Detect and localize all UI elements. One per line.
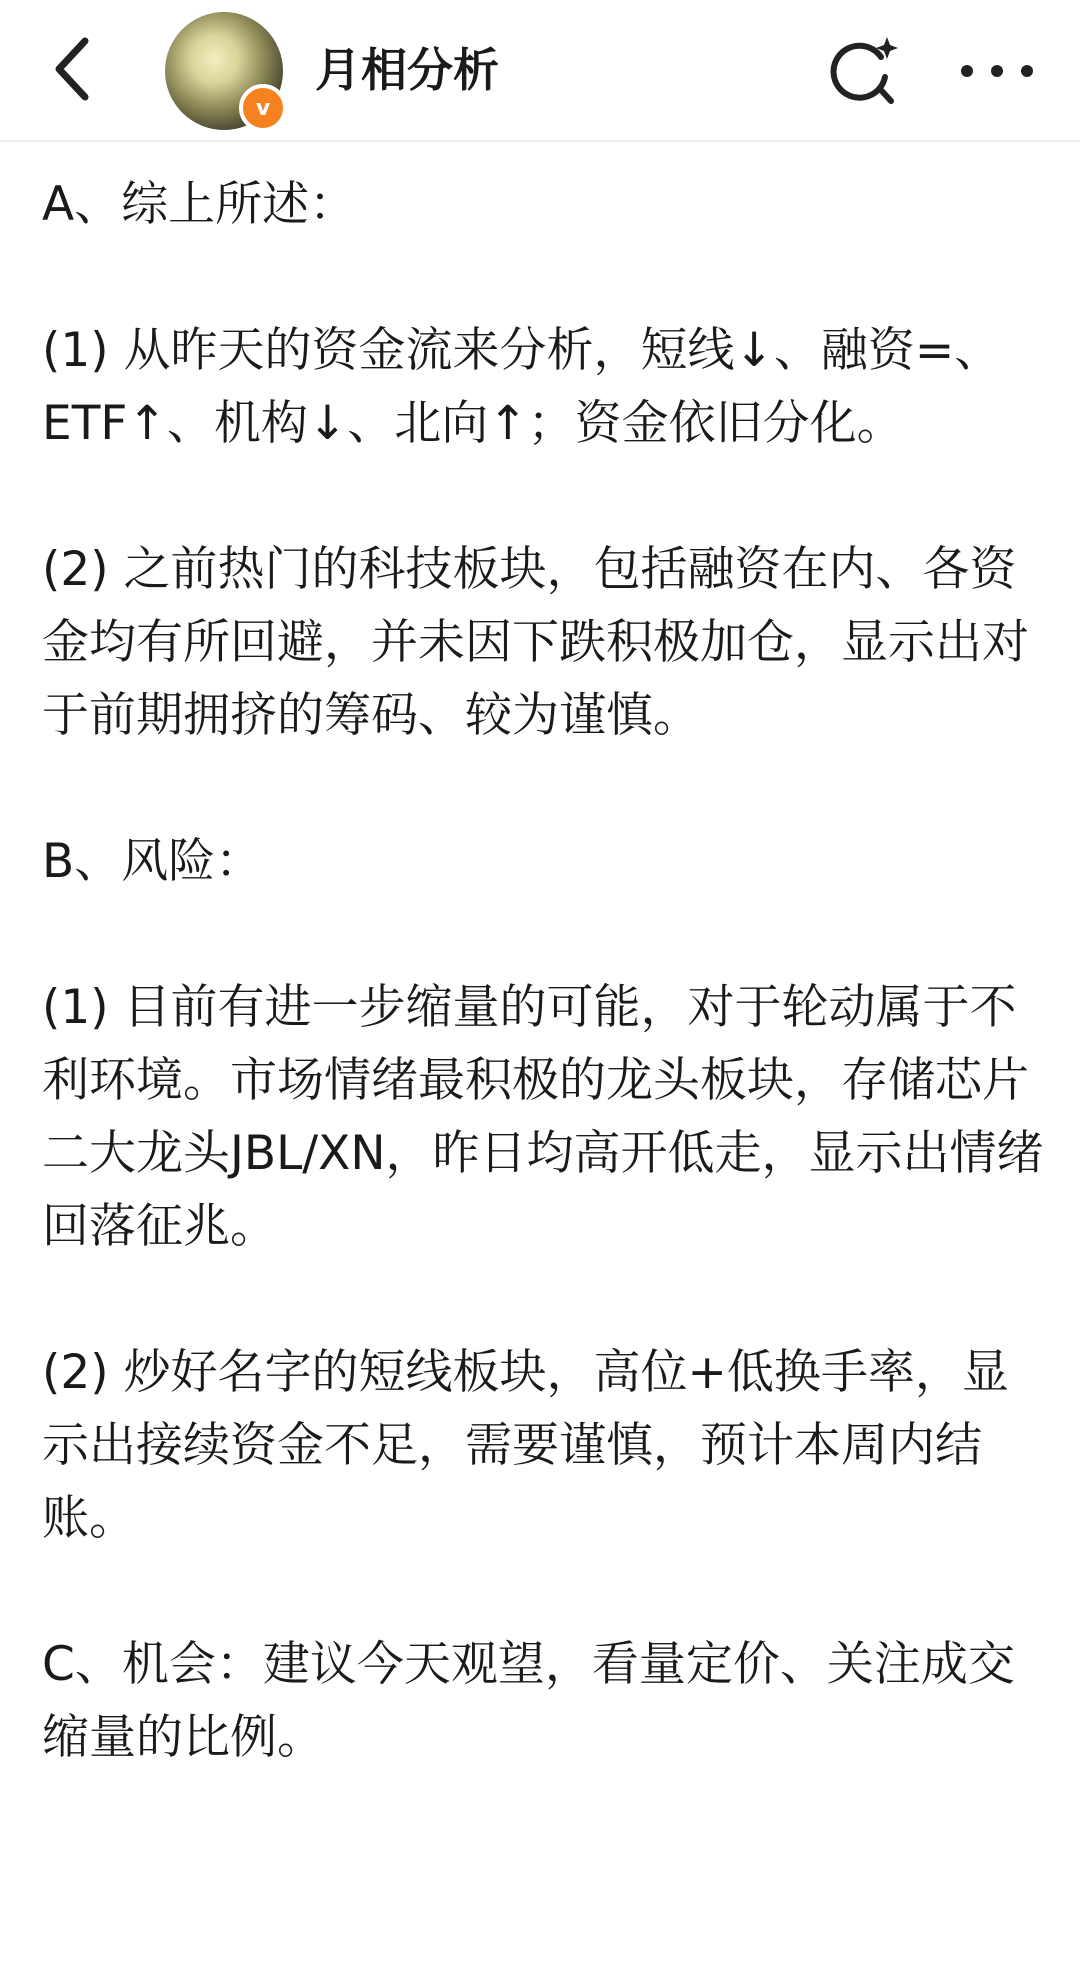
summary-point-2: (2) 之前热门的科技板块，包括融资在内、各资金均有所回避，并未因下跌积极加仓，显示出对于前期拥挤的筹码、较为谨慎。 [42,542,1029,743]
back-button[interactable] [28,24,118,114]
summary-heading: A、综上所述： [42,177,357,232]
more-options-button[interactable] [942,26,1052,116]
chevron-left-icon [43,29,103,109]
risk-point-1: (1) 目前有进一步缩量的可能，对于轮动属于不利环境。市场情绪最积极的龙头板块，存储芯片二大龙头JBL/XN，昨日均高开低走，显示出情绪回落征兆。 [42,980,1044,1254]
risk-point-2: (2) 炒好名字的短线板块，高位+低换手率，显示出接续资金不足，需要谨慎，预计本周内结账。 [42,1345,1009,1546]
verified-badge: v [239,84,287,132]
risk-heading: B、风险： [42,834,263,889]
refresh-button[interactable] [818,26,908,116]
page-title: 月相分析 [315,43,499,97]
more-dots-icon [957,61,1037,81]
avatar[interactable] [165,12,283,130]
summary-point-1: (1) 从昨天的资金流来分析，短线↓、融资=、ETF↑、机构↓、北向↑；资金依旧分化。 [42,323,1002,451]
top-navigation-bar [0,0,1080,142]
post-body [42,168,1052,1774]
refresh-sparkle-icon [823,31,903,111]
opportunity-paragraph: C、机会：建议今天观望，看量定价、关注成交缩量的比例。 [42,1637,1015,1765]
